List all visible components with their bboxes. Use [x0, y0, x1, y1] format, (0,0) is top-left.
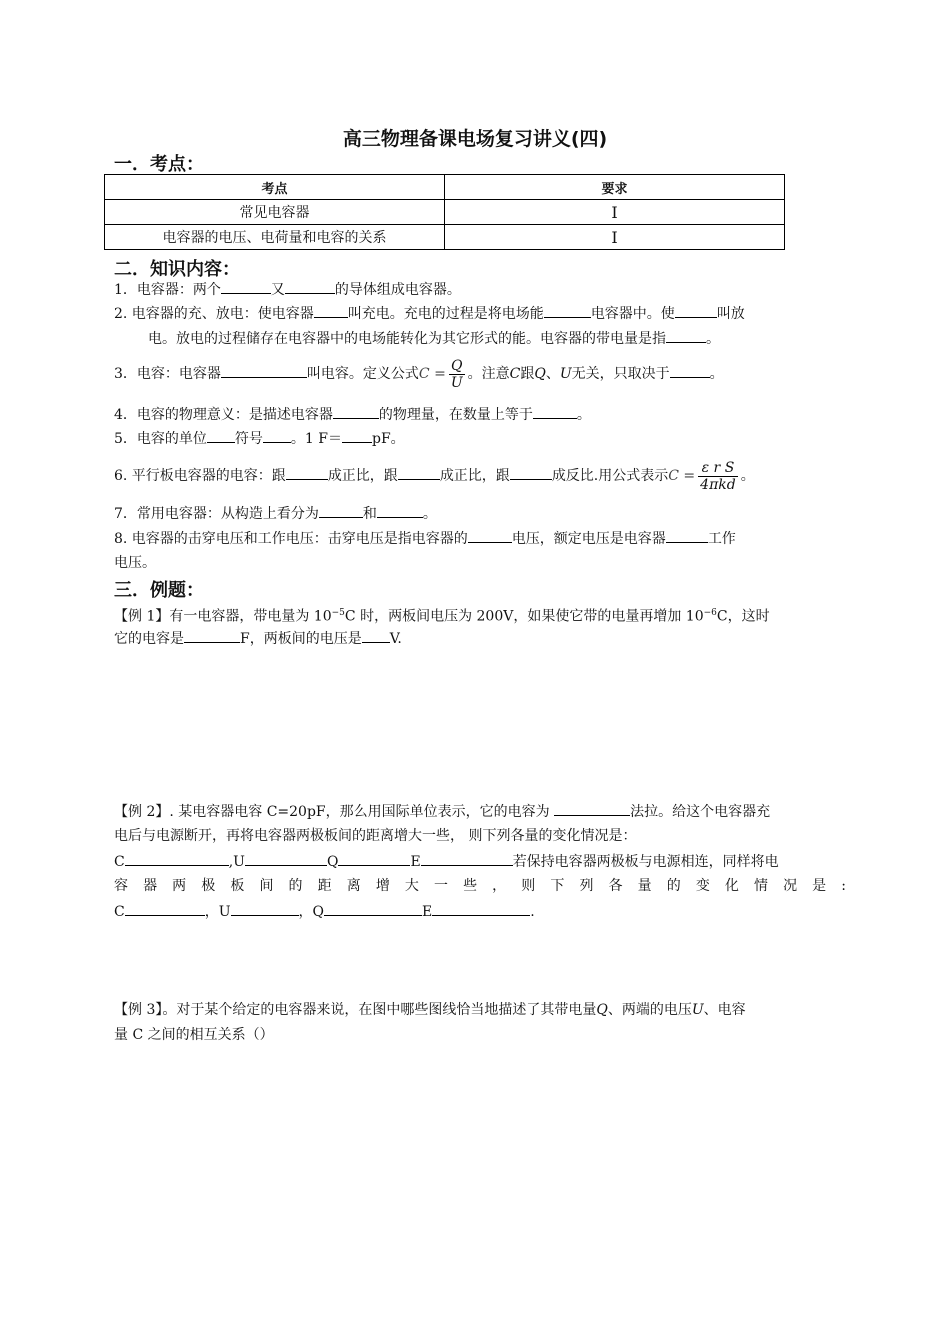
table-cell: 常见电容器 [105, 200, 445, 225]
capacitance-formula: $\frac{Q}{U}$ [450, 357, 463, 391]
knowledge-item-8-cont: 电压。 [114, 555, 156, 571]
fill-blank [377, 503, 423, 518]
fill-blank [554, 801, 630, 816]
table-header-cell: 考点 [105, 175, 445, 200]
page-title: 高三物理备课电场复习讲义(四) [342, 128, 608, 150]
section-heading-exam-points: 一．考点： [114, 154, 204, 175]
example-2: 【例 2】. 某电容器电容 C=20pF，那么用国际单位表示，它的电容为 法拉。给这个电容器充 [114, 801, 770, 822]
knowledge-item-6: 6. 平行板电容器的电容：跟 成正比，跟 成正比，跟 成反比.用公式表示C = $\frac{\text{ε r S}}{\text{4πkd}}$ 。 [114, 459, 755, 493]
fill-blank [221, 363, 307, 378]
fill-blank [362, 628, 390, 643]
section-heading-examples: 三．例题： [114, 580, 204, 601]
fill-blank [314, 303, 348, 318]
table-header-row [105, 175, 785, 200]
fill-blank [333, 404, 379, 419]
example-2-line5: C ，U ，Q E . [114, 901, 535, 922]
table-cell: I [445, 200, 785, 225]
fill-blank [666, 328, 706, 343]
fill-blank [670, 363, 710, 378]
table-row [105, 200, 785, 225]
fill-blank [675, 303, 717, 318]
fill-blank [398, 465, 440, 480]
table-cell: 电容器的电压、电荷量和电容的关系 [105, 225, 445, 250]
fill-blank [207, 428, 235, 443]
fill-blank [245, 851, 327, 866]
fill-blank [432, 901, 530, 916]
knowledge-item-1: 1．电容器：两个 又 的导体组成电容器。 [114, 279, 461, 300]
fill-blank [231, 901, 299, 916]
fill-blank [263, 428, 291, 443]
knowledge-item-8: 8. 电容器的击穿电压和工作电压：击穿电压是指电容器的 电压，额定电压是电容器 工作 [114, 528, 736, 549]
knowledge-item-5: 5．电容的单位 符号 。1 F＝ pF。 [114, 428, 405, 449]
example-3-cont: 量 C 之间的相互关系（） [114, 1027, 274, 1043]
example-3: 【例 3】。对于某个给定的电容器来说，在图中哪些图线恰当地描述了其带电量Q、两端的电压U、电容 [114, 1002, 746, 1018]
example-2-line2: 电后与电源断开，再将电容器两极板间的距离增大一些， 则下列各量的变化情况是： [114, 828, 637, 844]
capacitance-formula-lhs: C = [418, 366, 446, 382]
fill-blank [184, 628, 240, 643]
fill-blank [319, 503, 363, 518]
parallel-plate-formula-lhs: C = [668, 468, 696, 484]
fill-blank [285, 279, 335, 294]
fill-blank [338, 851, 410, 866]
fill-blank [510, 465, 552, 480]
table-row [105, 225, 785, 250]
table-cell: I [445, 225, 785, 250]
example-2-line3: C ,U Q E 若保持电容器两极板与电源相连，同样将电 [114, 851, 779, 872]
example-1: 【例 1】有一电容器，带电量为 $10^{-5}C$ 时，两板间电压为 200V，如果使它带的电量再增加 $10^{-6}C$，这时 [114, 608, 770, 625]
fill-blank [533, 404, 577, 419]
fill-blank [468, 528, 512, 543]
fill-blank [666, 528, 708, 543]
knowledge-item-4: 4．电容的物理意义：是描述电容器 的物理量，在数量上等于 。 [114, 404, 591, 425]
fill-blank [421, 851, 513, 866]
example-2-line4: 容 器 两 极 板 间 的 距 离 增 大 一 些 ， 则 下 列 各 量 的 变 化 情 况 是 : [114, 878, 846, 894]
example-1-cont: 它的电容是 F，两板间的电压是 V. [114, 628, 402, 649]
fill-blank [221, 279, 271, 294]
section-heading-knowledge: 二．知识内容： [114, 259, 240, 280]
fill-blank [544, 303, 591, 318]
exam-points-table [104, 174, 785, 250]
table-header-cell: 要求 [445, 175, 785, 200]
knowledge-item-2-cont: 电。放电的过程储存在电容器中的电场能转化为其它形式的能。电容器的带电量是指 。 [148, 328, 720, 349]
knowledge-item-3: 3．电容：电容器 叫电容。定义公式C = $\frac{Q}{U}$ 。注意C跟Q、U无关，只取决于 。 [114, 357, 724, 391]
knowledge-item-2: 2. 电容器的充、放电：使电容器 叫充电。充电的过程是将电场能 电容器中。使 叫放 [114, 303, 745, 324]
fill-blank [286, 465, 328, 480]
knowledge-item-7: 7．常用电容器：从构造上看分为 和 。 [114, 503, 437, 524]
fill-blank [324, 901, 422, 916]
fill-blank [125, 901, 205, 916]
parallel-plate-formula: $\frac{\text{ε r S}}{\text{4πkd}}$ [700, 459, 736, 493]
fill-blank [342, 428, 372, 443]
fill-blank [125, 851, 229, 866]
